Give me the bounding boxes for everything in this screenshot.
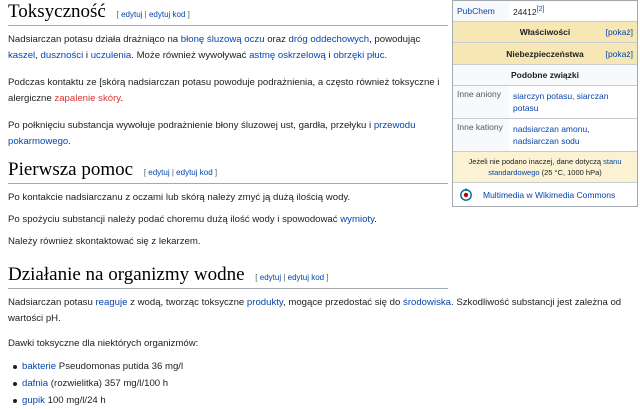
section-heading-aquatic	[8, 264, 448, 289]
edit-separator: |	[171, 168, 174, 177]
link-commons[interactable]: Multimedia w Wikimedia Commons	[483, 189, 616, 200]
header-label: Podobne związki	[510, 70, 579, 80]
edit-link[interactable]: edytuj	[121, 10, 143, 19]
link-anions[interactable]: siarczyn potasu, siarczan potasu	[513, 91, 609, 113]
text: ,	[35, 50, 41, 61]
edit-link[interactable]: edytuj	[148, 168, 170, 177]
section-heading-toxicity	[8, 1, 448, 26]
infobox-key	[453, 3, 509, 19]
link-dermatitis[interactable]: zapalenie skóry	[54, 93, 121, 104]
first-aid-paragraph-2	[8, 212, 448, 228]
text: .	[68, 136, 71, 147]
infobox-commons[interactable]	[453, 182, 637, 206]
text: Nadsiarczan potasu działa drażniąco na	[8, 34, 181, 45]
infobox-row-pubchem	[453, 1, 637, 21]
infobox-header-hazards[interactable]	[453, 42, 637, 64]
text: Pseudomonas putida 36 mg/l	[56, 361, 184, 372]
link-standard-state[interactable]: stanu standardowego	[488, 157, 622, 177]
link-bacteria[interactable]: bakterie	[22, 361, 57, 372]
link-airways[interactable]: dróg oddechowych	[288, 34, 370, 45]
infobox	[452, 0, 638, 207]
edit-code-link[interactable]: edytuj kod	[176, 168, 213, 177]
text: (25 °C, 1000 hPa)	[539, 168, 602, 177]
text: (rozwielitka) 357 mg/l/100 h	[48, 378, 169, 389]
show-toggle[interactable]: [pokaż]	[605, 48, 633, 59]
text: Nadsiarczan potasu	[8, 297, 96, 308]
link-asthma[interactable]: astmę oskrzelową	[249, 50, 326, 61]
edit-separator: |	[283, 273, 286, 282]
edit-separator: |	[144, 10, 147, 19]
list-item	[22, 358, 448, 375]
link-dyspnea[interactable]: duszności	[40, 50, 84, 61]
infobox-value	[509, 2, 637, 20]
reference-link[interactable]: [2]	[536, 6, 545, 14]
section-heading-first-aid	[8, 159, 448, 184]
infobox-value	[509, 86, 637, 118]
link-guppy[interactable]: gupik	[22, 395, 45, 406]
link-vomiting[interactable]: wymioty	[340, 214, 375, 225]
text: Po połknięciu substancja wywołuje podrażnienie błony śluzowej ust, gardła, przełyku i	[8, 120, 374, 131]
link-allergy[interactable]: uczulenia	[90, 50, 132, 61]
text: .	[384, 50, 388, 61]
infobox-header-related	[453, 64, 637, 85]
pubchem-id: 24412	[513, 6, 537, 17]
edit-links: [ edytuj | edytuj kod ]	[143, 168, 218, 177]
edit-code-link[interactable]: edytuj kod	[287, 273, 325, 282]
infobox-key	[453, 86, 509, 118]
edit-code-link[interactable]: edytuj kod	[148, 10, 186, 19]
first-aid-paragraph-3: Należy również skontaktować się z lekarzem.	[8, 236, 201, 247]
link-daphnia[interactable]: dafnia	[22, 378, 49, 389]
link-reacts[interactable]: reaguje	[95, 297, 128, 308]
link-digestive-tract[interactable]: przewodu pokarmowego	[8, 120, 416, 147]
toxicity-paragraph-2	[8, 75, 448, 107]
link-cations[interactable]: nadsiarczan amonu, nadsiarczan sodu	[513, 124, 590, 146]
aquatic-paragraph-1	[8, 295, 628, 327]
list-item	[22, 375, 448, 392]
link-pulmonary-edema[interactable]: obrzęki płuc	[333, 50, 385, 61]
toxicity-paragraph-3	[8, 118, 448, 150]
key-text: Inne aniony	[457, 89, 501, 99]
toxic-doses-list	[8, 358, 448, 409]
text: Jeżeli nie podano inaczej, dane dotyczą	[468, 157, 604, 166]
text: . Może również wywoływać	[131, 50, 250, 61]
text: i	[83, 50, 91, 61]
toxicity-paragraph-1	[8, 32, 448, 64]
link-products[interactable]: produkty	[246, 297, 284, 308]
header-label: Właściwości	[519, 27, 571, 37]
infobox-row-anions	[453, 85, 637, 118]
link-mucosa-eyes[interactable]: błonę śluzową oczu	[180, 34, 265, 45]
header-label: Niebezpieczeństwa	[506, 48, 584, 59]
link-cough[interactable]: kaszel	[8, 50, 36, 61]
first-aid-paragraph-1: Po kontakcie nadsiarczanu z oczami lub skórą należy zmyć ją dużą ilością wody.	[8, 192, 351, 203]
link-pubchem[interactable]: PubChem	[457, 6, 495, 16]
text: .	[374, 214, 377, 225]
text: Po spożyciu substancji należy podać choremu dużą ilość wody i spowodować	[8, 214, 341, 225]
edit-link[interactable]: edytuj	[259, 273, 282, 282]
text: .	[120, 93, 124, 104]
heading-text: Toksyczność	[8, 1, 106, 22]
text: , mogące przedostać się do	[283, 297, 404, 308]
link-environment[interactable]: środowiska	[403, 297, 452, 308]
edit-links: [ edytuj | edytuj kod ]	[116, 10, 190, 19]
text: . Szkodliwość substancji jest zależna od wartości pH.	[8, 297, 622, 324]
infobox-note	[453, 151, 637, 182]
edit-links: [ edytuj | edytuj kod ]	[255, 273, 329, 282]
key-text: Inne kationy	[457, 122, 503, 132]
text: Podczas kontaktu ze [skórą nadsiarczan potasu powoduje podrażnienia, a często również toksyczne i alergiczne	[8, 77, 440, 104]
infobox-value	[509, 119, 637, 151]
infobox-key	[453, 119, 509, 151]
show-toggle[interactable]: [pokaż]	[605, 27, 633, 37]
text: 100 mg/l/24 h	[44, 395, 106, 406]
infobox-header-properties[interactable]	[453, 21, 637, 42]
text: i	[325, 50, 334, 61]
note-text	[461, 156, 629, 178]
wikimedia-commons-icon	[459, 188, 473, 202]
aquatic-paragraph-2: Dawki toksyczne dla niektórych organizmów:	[8, 338, 199, 349]
text: , powodując	[369, 34, 421, 45]
text: oraz	[264, 34, 289, 45]
infobox-row-cations	[453, 118, 637, 151]
text: z wodą, tworząc toksyczne	[127, 297, 247, 308]
heading-text: Pierwsza pomoc	[8, 159, 134, 180]
heading-text: Działanie na organizmy wodne	[8, 264, 245, 285]
